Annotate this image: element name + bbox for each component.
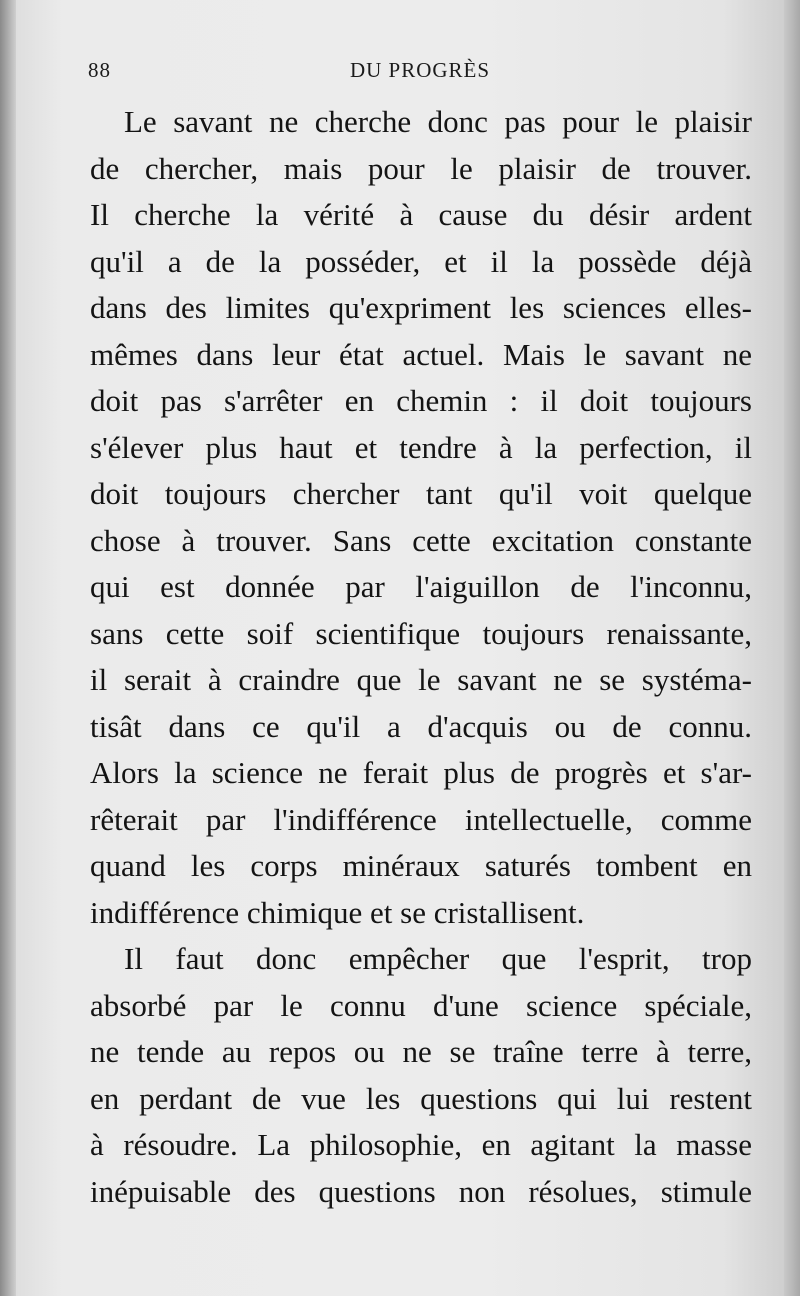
text-line: mêmes dans leur état actuel. Mais le savant ne (90, 336, 752, 372)
text-line: inépuisable des questions non résolues, stimule (90, 1173, 752, 1209)
text-line: rêterait par l'indifférence intellectuelle, comme (90, 801, 752, 837)
paragraph-2 (90, 936, 752, 1215)
running-head (88, 58, 752, 94)
text-line: tisât dans ce qu'il a d'acquis ou de connu. (90, 708, 752, 744)
text-line: qui est donnée par l'aiguillon de l'inconnu, (90, 569, 752, 604)
text-line: Il cherche la vérité à cause du désir ardent (90, 197, 752, 232)
text-line: s'élever plus haut et tendre à la perfection, il (90, 429, 752, 465)
page-number: 88 (88, 58, 111, 82)
page-shadow-right (784, 0, 800, 1296)
page-shadow-left (0, 0, 16, 1296)
text-line: ne tende au repos ou ne se traîne terre à terre, (90, 1034, 752, 1069)
text-line: Alors la science ne ferait plus de progrès et s'ar- (90, 755, 752, 790)
text-line: Il faut donc empêcher que l'esprit, trop (124, 941, 752, 976)
running-title: DU PROGRÈS (349, 58, 491, 82)
text-line: à résoudre. La philosophie, en agitant la masse (90, 1127, 752, 1162)
text-line: indifférence chimique et se cristallisent. (90, 894, 585, 930)
text-line: absorbé par le connu d'une science spéciale, (90, 987, 752, 1023)
text-line: Le savant ne cherche donc pas pour le plaisir (124, 104, 752, 139)
text-line: quand les corps minéraux saturés tombent en (90, 848, 752, 883)
text-line: dans des limites qu'expriment les sciences elles- (90, 290, 752, 325)
text-line: en perdant de vue les questions qui lui restent (90, 1080, 752, 1116)
text-line: sans cette soif scientifique toujours renaissante, (90, 615, 752, 651)
text-line: de chercher, mais pour le plaisir de trouver. (90, 150, 752, 186)
text-line: il serait à craindre que le savant ne se systéma- (90, 662, 752, 697)
paragraph-1 (90, 99, 752, 936)
text-line: chose à trouver. Sans cette excitation constante (90, 522, 752, 558)
body-text (90, 99, 752, 1215)
text-line: doit pas s'arrêter en chemin : il doit toujours (90, 383, 752, 418)
text-line: doit toujours chercher tant qu'il voit quelque (90, 476, 752, 511)
text-line: qu'il a de la posséder, et il la possède déjà (90, 243, 752, 279)
book-page (16, 0, 784, 1296)
